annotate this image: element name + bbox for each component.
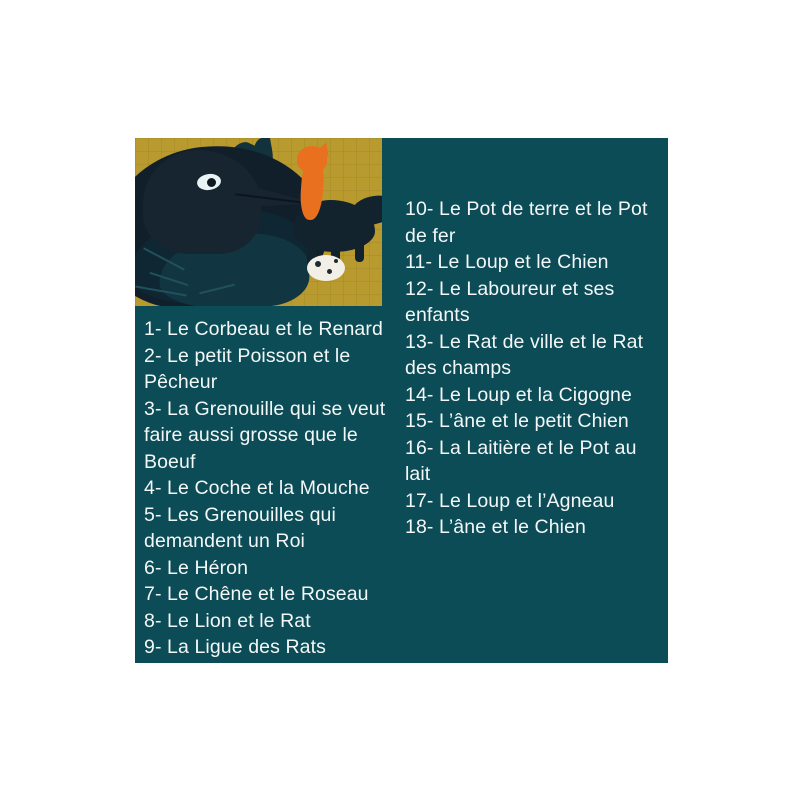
- list-item: 5- Les Grenouilles qui demandent un Roi: [144, 503, 336, 552]
- list-item: 11- Le Loup et le Chien: [405, 251, 609, 273]
- list-item: 18- L’âne et le Chien: [405, 516, 586, 538]
- list-item: 8- Le Lion et le Rat: [144, 609, 311, 632]
- fox-leg: [355, 238, 364, 262]
- list-item: 14- Le Loup et la Cigogne: [405, 383, 632, 406]
- cheese-hole: [334, 259, 338, 263]
- cheese-icon: [307, 255, 345, 281]
- crow-and-fox-illustration: [135, 138, 382, 306]
- list-item: 7- Le Chêne et le Roseau: [144, 583, 369, 605]
- list-item: 2- Le petit Poisson et le Pêcheur: [144, 344, 351, 393]
- list-item: 10- Le Pot de terre et le Pot de fer: [405, 198, 648, 247]
- list-item: 13- Le Rat de ville et le Rat des champs: [405, 330, 644, 379]
- list-item: 3- La Grenouille qui se veut faire aussi grosse que le Boeuf: [144, 397, 386, 473]
- list-item: 12- Le Laboureur et ses enfants: [405, 277, 615, 326]
- cheese-hole: [315, 261, 321, 267]
- list-item: 1- Le Corbeau et le Renard: [144, 318, 383, 340]
- cheese-hole: [327, 269, 332, 274]
- list-item: 6- Le Héron: [144, 556, 249, 579]
- fables-column-left: [144, 316, 400, 661]
- fables-column-right: [405, 196, 661, 541]
- crow-eye-pupil: [207, 178, 216, 187]
- list-item: 15- L’âne et le petit Chien: [405, 410, 629, 432]
- fables-list-card: [135, 138, 668, 663]
- list-item: 9- La Ligue des Rats: [144, 636, 326, 658]
- list-item: 4- Le Coche et la Mouche: [144, 477, 370, 499]
- list-item: 16- La Laitière et le Pot au lait: [405, 436, 637, 485]
- fox-head: [297, 146, 327, 172]
- list-item: 17- Le Loup et l’Agneau: [405, 489, 615, 512]
